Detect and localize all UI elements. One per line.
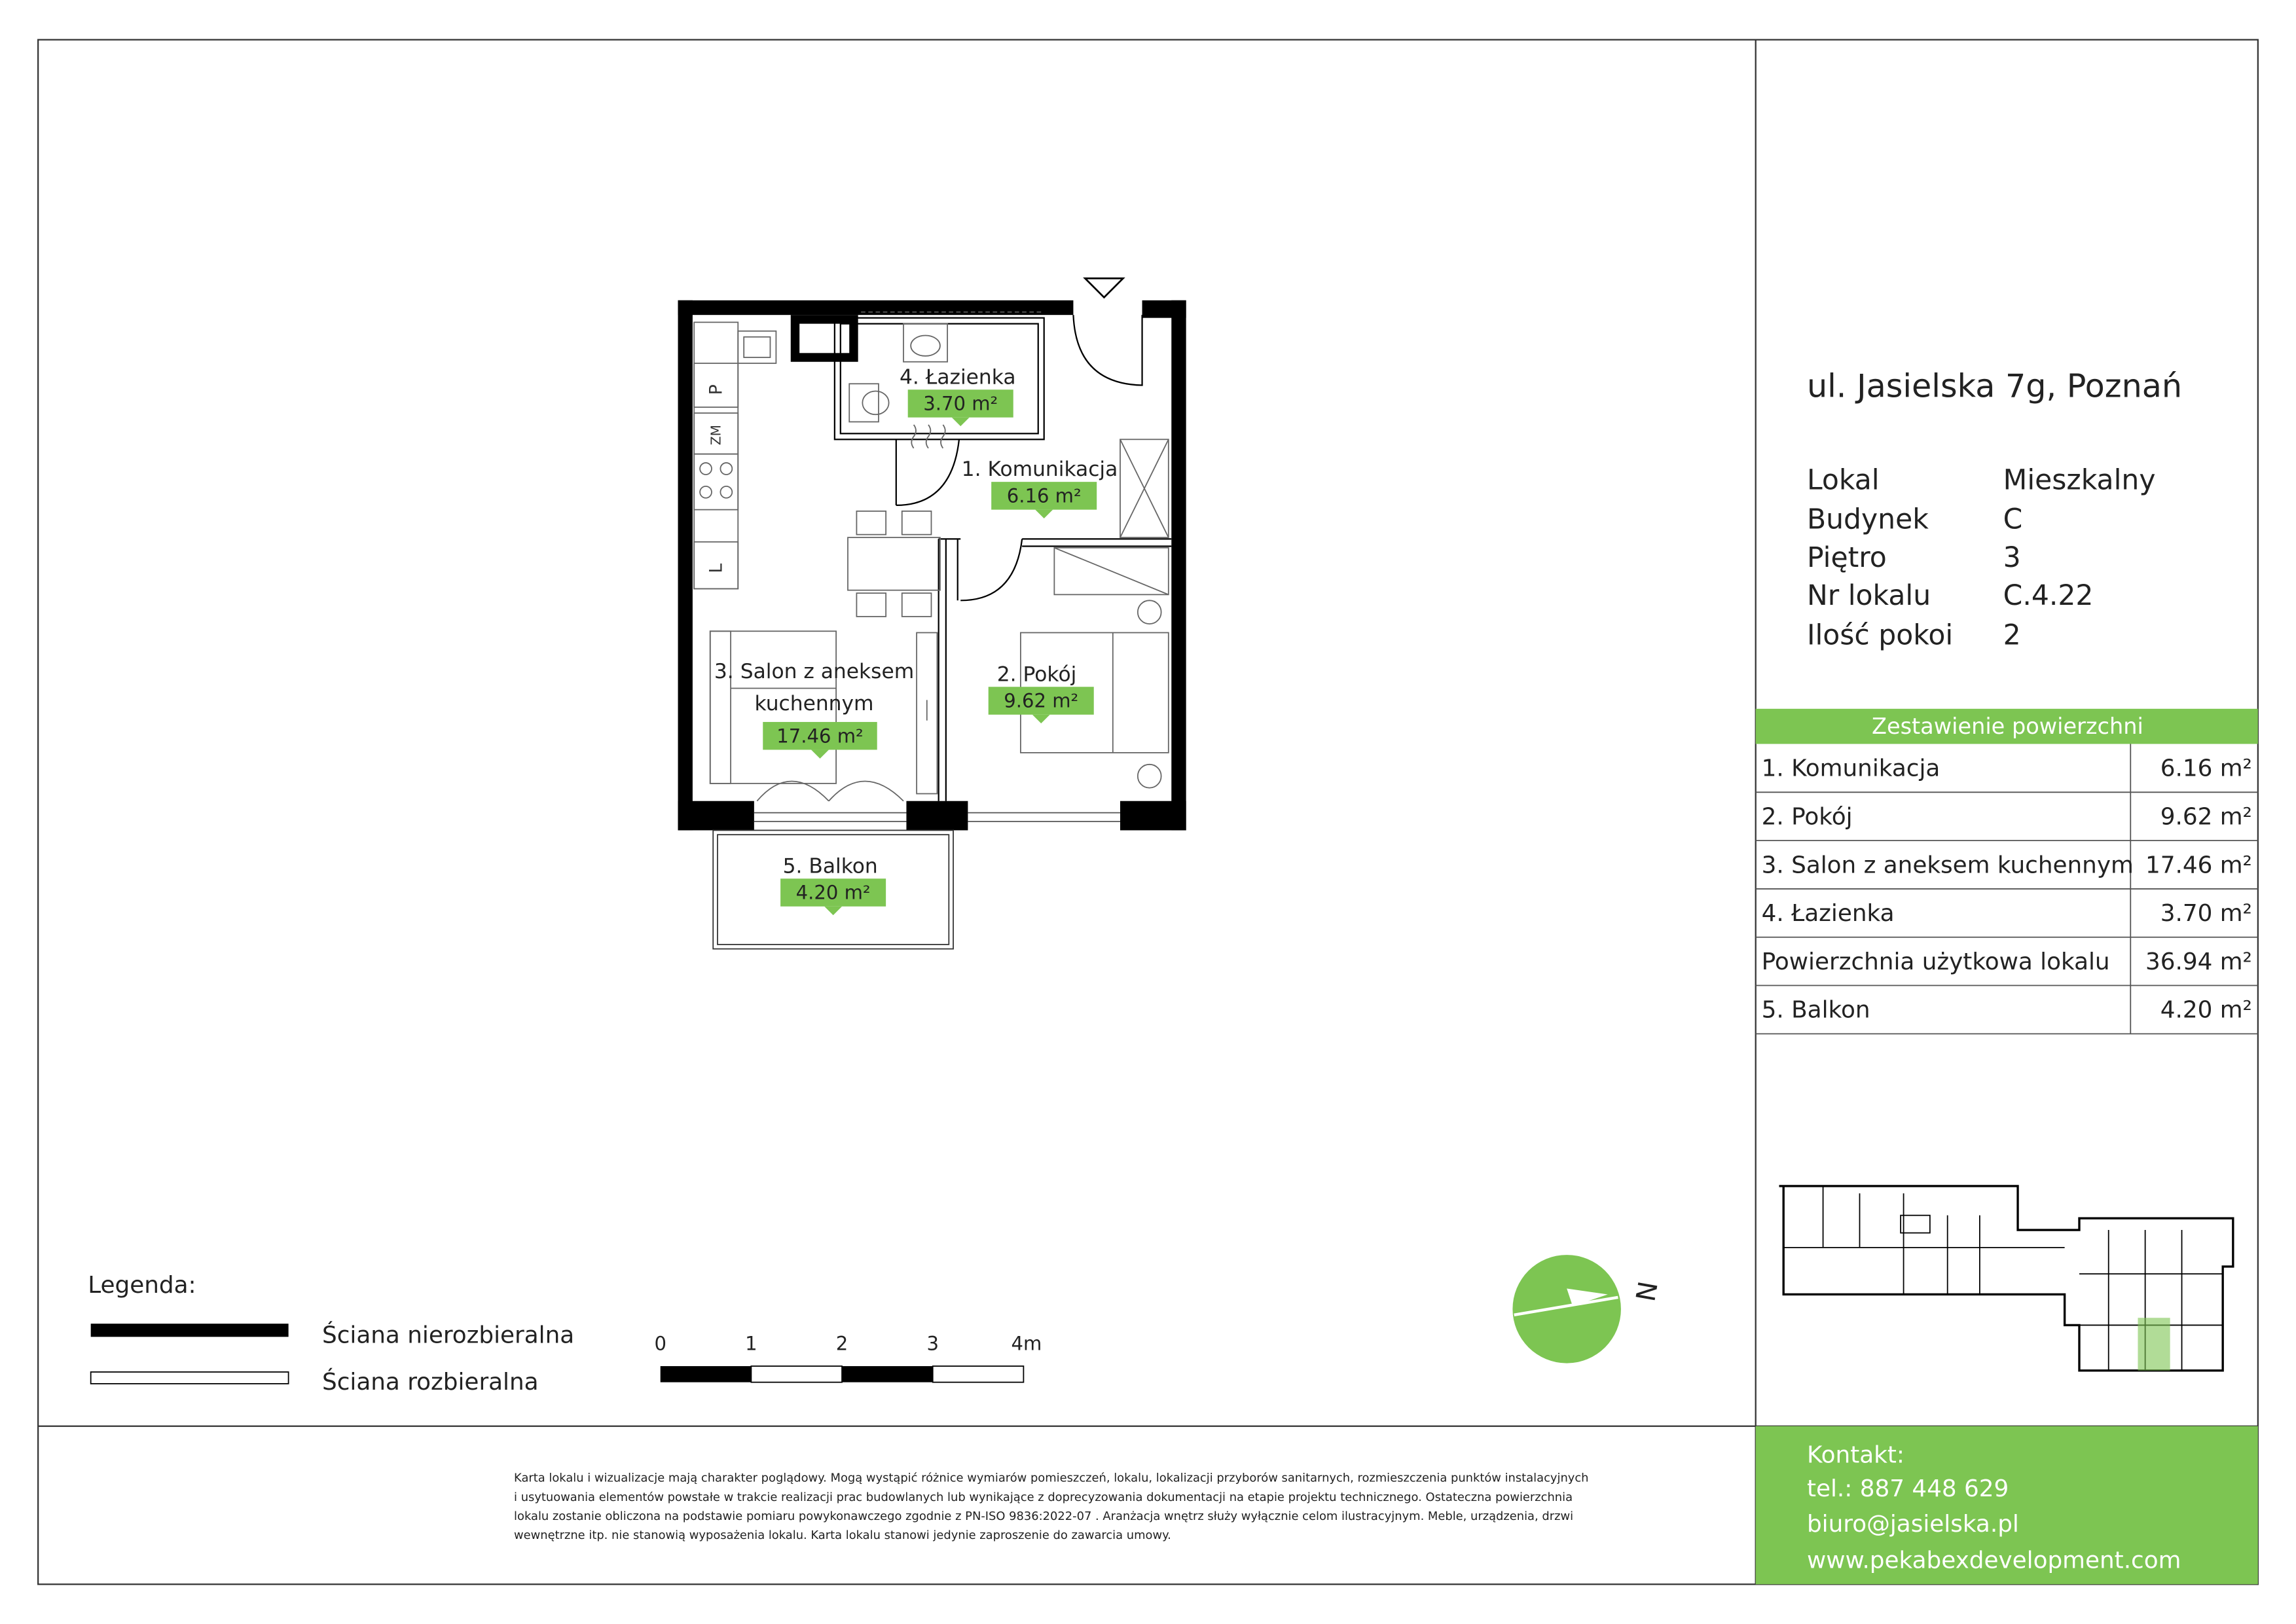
contact-phone[interactable]: tel.: 887 448 629 [1806,1475,2009,1503]
contact-panel [1756,1426,2258,1585]
legend-light-label: Ściana rozbieralna [322,1368,539,1396]
info-list [1807,464,2156,651]
compass-icon [1512,1255,1664,1363]
scale-tick-4: 4m [1011,1332,1042,1355]
contact-email[interactable]: biuro@jasielska.pl [1806,1510,2019,1538]
room-salon-name-2: kuchennym [754,692,874,716]
info-label: Ilość pokoi [1806,619,1954,652]
wall-left [678,300,693,831]
legend-solid-swatch [91,1324,289,1337]
key-plan [1779,1186,2232,1371]
room-lazienka-name: 4. Łazienka [899,365,1016,389]
room-komunikacja-name: 1. Komunikacja [961,458,1118,482]
wall-pillar-3 [1120,801,1186,831]
wall-pillar-2 [906,801,968,831]
badge-balkon: 4.20 m² [795,881,871,904]
summary-row-area: 4.20 m² [2160,996,2252,1024]
badge-komunikacja: 6.16 m² [1006,484,1082,507]
badge-pokoj: 9.62 m² [1004,689,1079,712]
summary-row-area: 36.94 m² [2145,948,2252,975]
disclaimer-line: Karta lokalu i wizualizacje mają charakter poglądowy. Mogą wystąpić różnice wymiarów pomieszczeń, lokalu, lokalizacji przyborów sanitarnych, rozmieszczenia punktów instalacyjnych [514,1471,1589,1485]
disclaimer-line: i usytuowania elementów powstałe w trakcie realizacji prac budowlanych lub wynikające z doprecyzowania dokumentacji na etapie projektu technicznego. Ostateczna powierzchnia [514,1490,1573,1504]
contact-title: Kontakt: [1806,1441,1904,1469]
contact-website[interactable]: www.pekabexdevelopment.com [1806,1547,2181,1574]
scale-tick-0: 0 [654,1332,666,1355]
summary-table [1756,709,2258,1034]
compass-north: N [1631,1279,1664,1304]
summary-row-area: 6.16 m² [2160,755,2252,782]
summary-row-name: Powierzchnia użytkowa lokalu [1761,948,2110,975]
dining-table [848,511,940,617]
disclaimer-line: lokalu zostanie obliczona na podstawie pomiaru powykonawczego zgodnie z PN-ISO 9836:2022-07 . Aranżacja wnętrz służy wyłącznie celom ilustracyjnym. Meble, urządzenia, drzwi [514,1509,1574,1523]
room-balkon-name: 5. Balkon [782,854,878,878]
summary-row-area: 17.46 m² [2145,852,2252,879]
summary-row-name: 1. Komunikacja [1761,755,1941,782]
info-value: Mieszkalny [2003,464,2156,497]
summary-row-name: 3. Salon z aneksem kuchennym [1761,852,2134,879]
entrance-marker [1085,278,1123,297]
summary-row-name: 5. Balkon [1761,996,1870,1024]
scale-tick-2: 2 [835,1332,848,1355]
washer-label: L [706,563,727,573]
summary-header: Zestawienie powierzchni [1871,713,2143,739]
disclaimer-line: wewnętrzne itp. nie stanowią wyposażenia lokalu. Karta lokalu stanowi jedynie zaproszenie do zawarcia umowy. [514,1528,1171,1542]
fridge-label: P [706,384,727,395]
info-label: Piętro [1806,541,1887,574]
wall-pillar-1 [678,801,754,831]
badge-salon: 17.46 m² [776,725,864,748]
room-pokoj-name: 2. Pokój [996,662,1077,687]
summary-row-name: 4. Łazienka [1761,900,1895,928]
summary-row-name: 2. Pokój [1761,803,1853,831]
legend-light-swatch [91,1372,289,1384]
wall-top [678,300,1074,315]
scale-tick-1: 1 [745,1332,757,1355]
disclaimer [514,1471,1588,1542]
legend-solid-label: Ściana nierozbieralna [322,1322,575,1349]
address: ul. Jasielska 7g, Poznań [1806,367,2183,405]
scale-tick-3: 3 [926,1332,939,1355]
dishwasher-label: ZM [708,425,724,446]
summary-row-area: 9.62 m² [2160,803,2252,831]
info-label: Lokal [1806,464,1880,497]
badge-lazienka: 3.70 m² [923,392,998,415]
info-label: Budynek [1806,503,1929,536]
info-value: C.4.22 [2003,580,2094,613]
wall-right [1171,300,1186,831]
legend-title: Legenda: [88,1272,196,1299]
summary-row-area: 3.70 m² [2160,900,2252,928]
legend [88,1272,574,1396]
info-value: 3 [2003,541,2021,574]
key-plan-highlight [2138,1318,2170,1371]
floor-plan [678,278,1186,948]
info-label: Nr lokalu [1806,580,1931,613]
room-salon-name: 3. Salon z aneksem [714,659,915,683]
scale-bar [654,1332,1042,1382]
info-value: C [2003,503,2023,536]
info-value: 2 [2003,619,2021,652]
